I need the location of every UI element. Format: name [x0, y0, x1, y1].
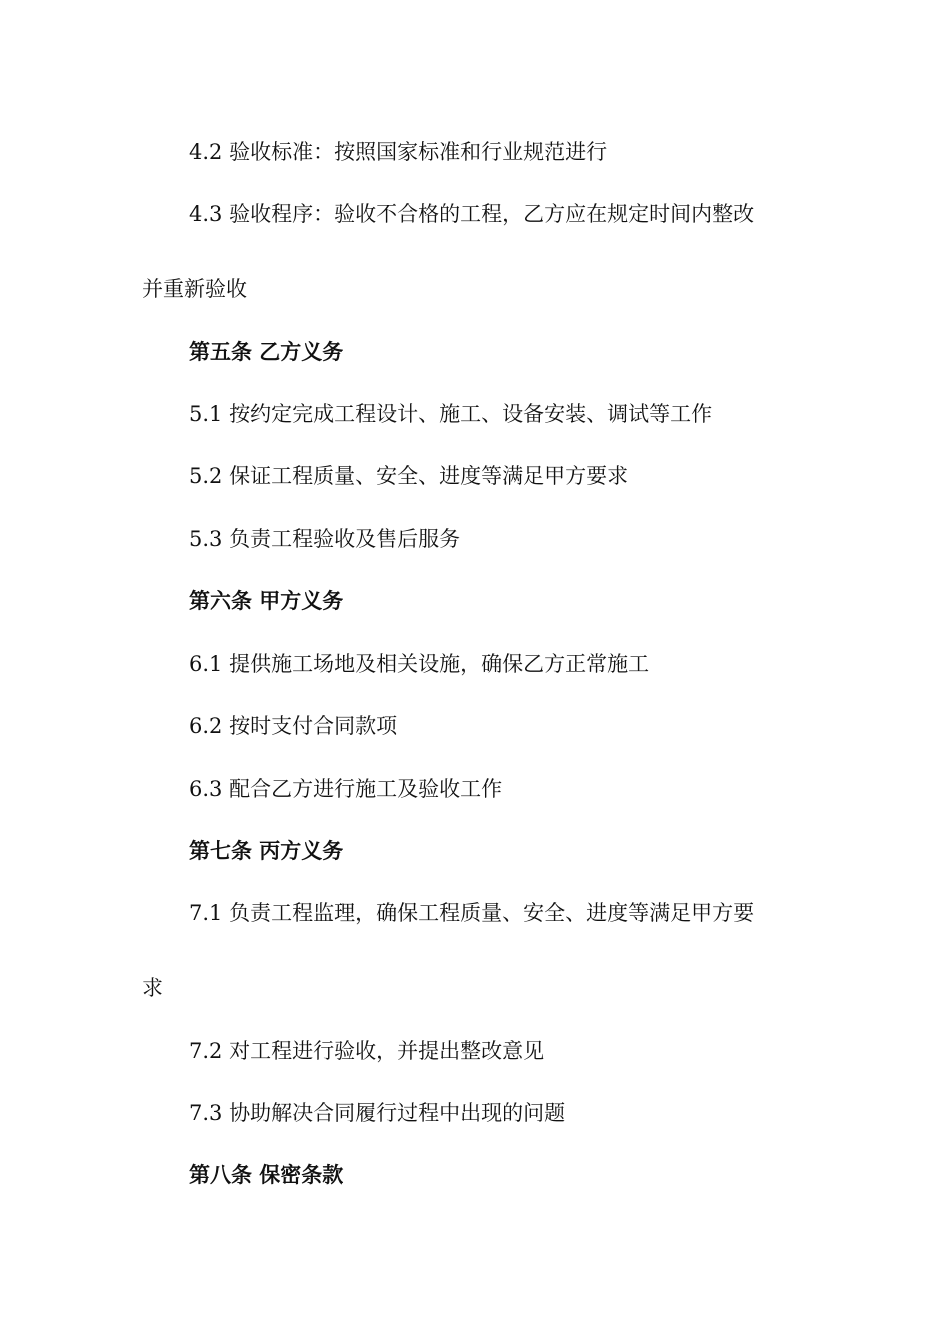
clause-6-2: 6.2 按时支付合同款项 [189, 714, 398, 738]
clause-4-3: 4.3 验收程序：验收不合格的工程，乙方应在规定时间内整改 [189, 202, 755, 226]
clause-7-1-continuation: 求 [142, 976, 163, 1000]
clause-7-2: 7.2 对工程进行验收，并提出整改意见 [189, 1039, 545, 1063]
article-7-heading: 第七条 丙方义务 [189, 839, 344, 863]
clause-5-3: 5.3 负责工程验收及售后服务 [189, 527, 461, 551]
clause-6-3: 6.3 配合乙方进行施工及验收工作 [189, 777, 503, 801]
clause-5-2: 5.2 保证工程质量、安全、进度等满足甲方要求 [189, 464, 629, 488]
article-5-heading: 第五条 乙方义务 [189, 340, 344, 364]
article-8-heading: 第八条 保密条款 [189, 1163, 344, 1187]
article-6-heading: 第六条 甲方义务 [189, 589, 344, 613]
clause-7-1: 7.1 负责工程监理，确保工程质量、安全、进度等满足甲方要 [189, 901, 755, 925]
clause-4-3-continuation: 并重新验收 [142, 277, 247, 301]
clause-6-1: 6.1 提供施工场地及相关设施，确保乙方正常施工 [189, 652, 650, 676]
clause-5-1: 5.1 按约定完成工程设计、施工、设备安装、调试等工作 [189, 402, 713, 426]
clause-4-2: 4.2 验收标准：按照国家标准和行业规范进行 [189, 140, 608, 164]
clause-7-3: 7.3 协助解决合同履行过程中出现的问题 [189, 1101, 566, 1125]
